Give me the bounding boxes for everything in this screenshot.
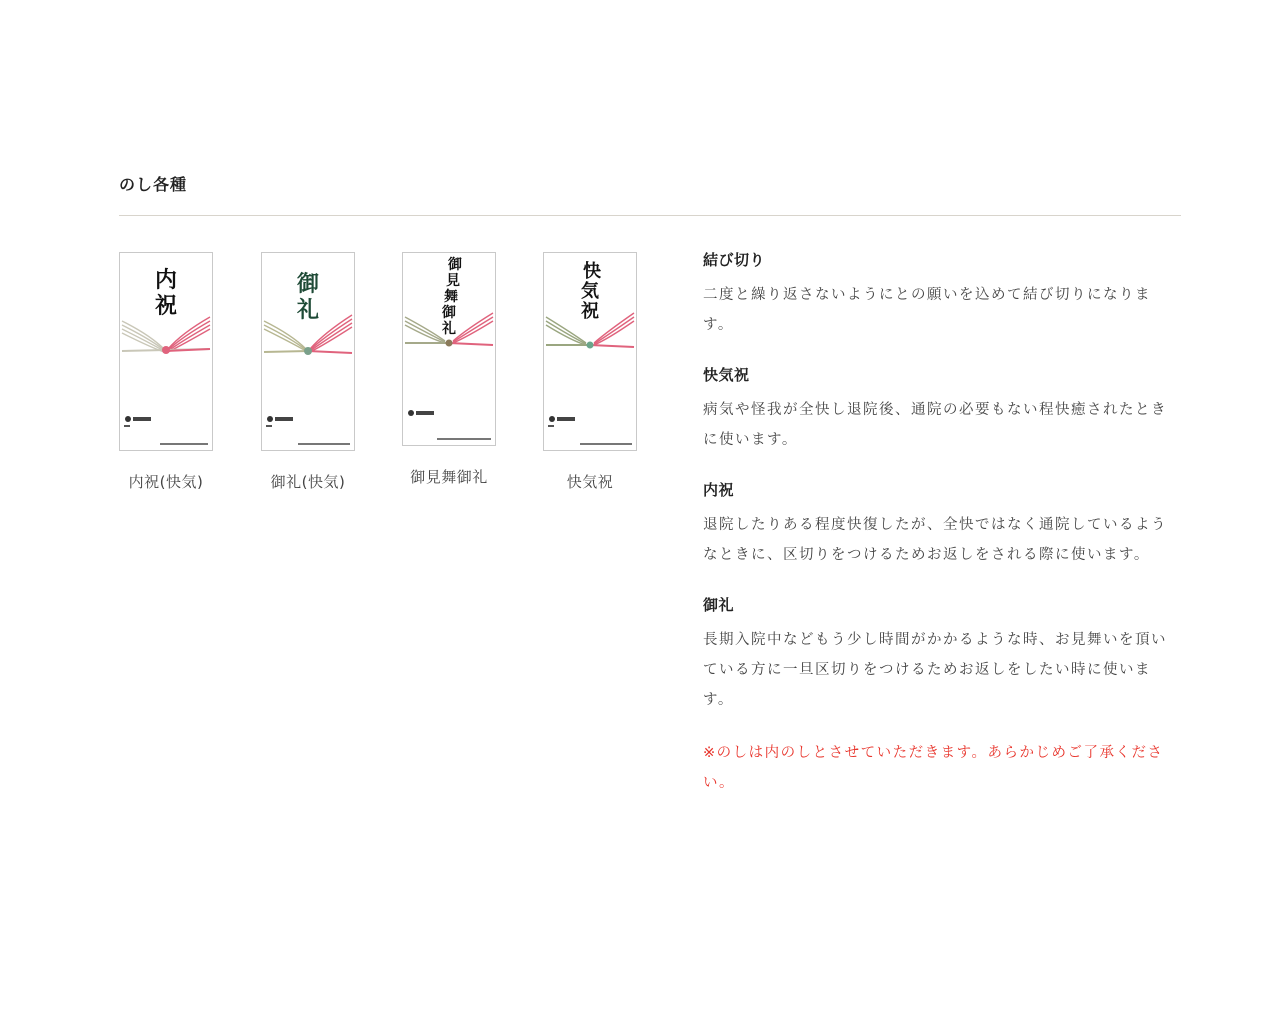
description-heading: 結び切り <box>703 251 766 269</box>
noshi-caption: 内祝(快気) <box>128 473 204 491</box>
maker-mark <box>124 416 208 445</box>
description-heading: 内祝 <box>703 481 735 499</box>
description-heading: 御礼 <box>703 596 735 614</box>
maker-mark <box>266 416 350 445</box>
description-kaikiiwai <box>703 363 1181 455</box>
calligraphy-char: 快 <box>583 261 601 282</box>
calligraphy-char: 御 <box>296 271 320 297</box>
maker-mark <box>408 410 491 440</box>
description-text: 二度と繰り返さないようにとの願いを込めて結び切りになります。 <box>703 287 1151 333</box>
description-text: 長期入院中などもう少し時間がかかるような時、お見舞いを頂いている方に一旦区切りをつけるためお返しをしたい時に使います。 <box>703 632 1167 708</box>
calligraphy-char: 舞 <box>444 289 458 305</box>
description-orei <box>703 593 1181 715</box>
mizuhiki-cords <box>122 317 210 354</box>
description-column <box>703 248 1181 798</box>
noshi-grid <box>119 252 659 512</box>
noshi-item-orei <box>261 252 355 492</box>
noshi-calligraphy <box>155 267 177 319</box>
noshi-image <box>261 252 355 451</box>
description-text: 病気や怪我が全快し退院後、通院の必要もない程快癒されたときに使います。 <box>703 402 1167 448</box>
calligraphy-char: 御 <box>442 305 456 321</box>
maker-mark <box>548 416 632 445</box>
noshi-caption: 御礼(快気) <box>270 473 346 491</box>
calligraphy-char: 礼 <box>442 321 456 337</box>
divider <box>119 215 1181 216</box>
noshi-image <box>543 252 637 451</box>
noshi-image <box>119 252 213 451</box>
noshi-caption: 快気祝 <box>566 473 614 491</box>
noshi-caption: 御見舞御礼 <box>410 468 488 486</box>
calligraphy-char: 礼 <box>296 297 320 323</box>
noshi-image <box>402 252 496 446</box>
calligraphy-char: 見 <box>446 273 460 289</box>
noshi-calligraphy <box>297 271 319 323</box>
noshi-item-uchiiwai <box>119 252 213 492</box>
description-musubikiri <box>703 248 1181 340</box>
calligraphy-char: 祝 <box>581 301 599 322</box>
notice-text: ※のしは内のしとさせていただきます。あらかじめご了承ください。 <box>703 745 1164 791</box>
description-uchiiwai <box>703 478 1181 570</box>
noshi-item-kaikiiwai <box>543 252 637 492</box>
description-heading: 快気祝 <box>703 366 750 384</box>
description-text: 退院したりある程度快復したが、全快ではなく通院しているようなときに、区切りをつけるためお返しをされる際に使います。 <box>703 517 1167 563</box>
noshi-calligraphy <box>581 260 601 322</box>
calligraphy-char: 祝 <box>154 293 178 319</box>
calligraphy-char: 御 <box>448 257 462 273</box>
section-title: のし各種 <box>119 175 188 194</box>
calligraphy-char: 気 <box>581 281 599 302</box>
noshi-calligraphy <box>441 256 462 337</box>
calligraphy-char: 内 <box>154 267 178 293</box>
noshi-item-omimai-orei <box>402 252 496 487</box>
